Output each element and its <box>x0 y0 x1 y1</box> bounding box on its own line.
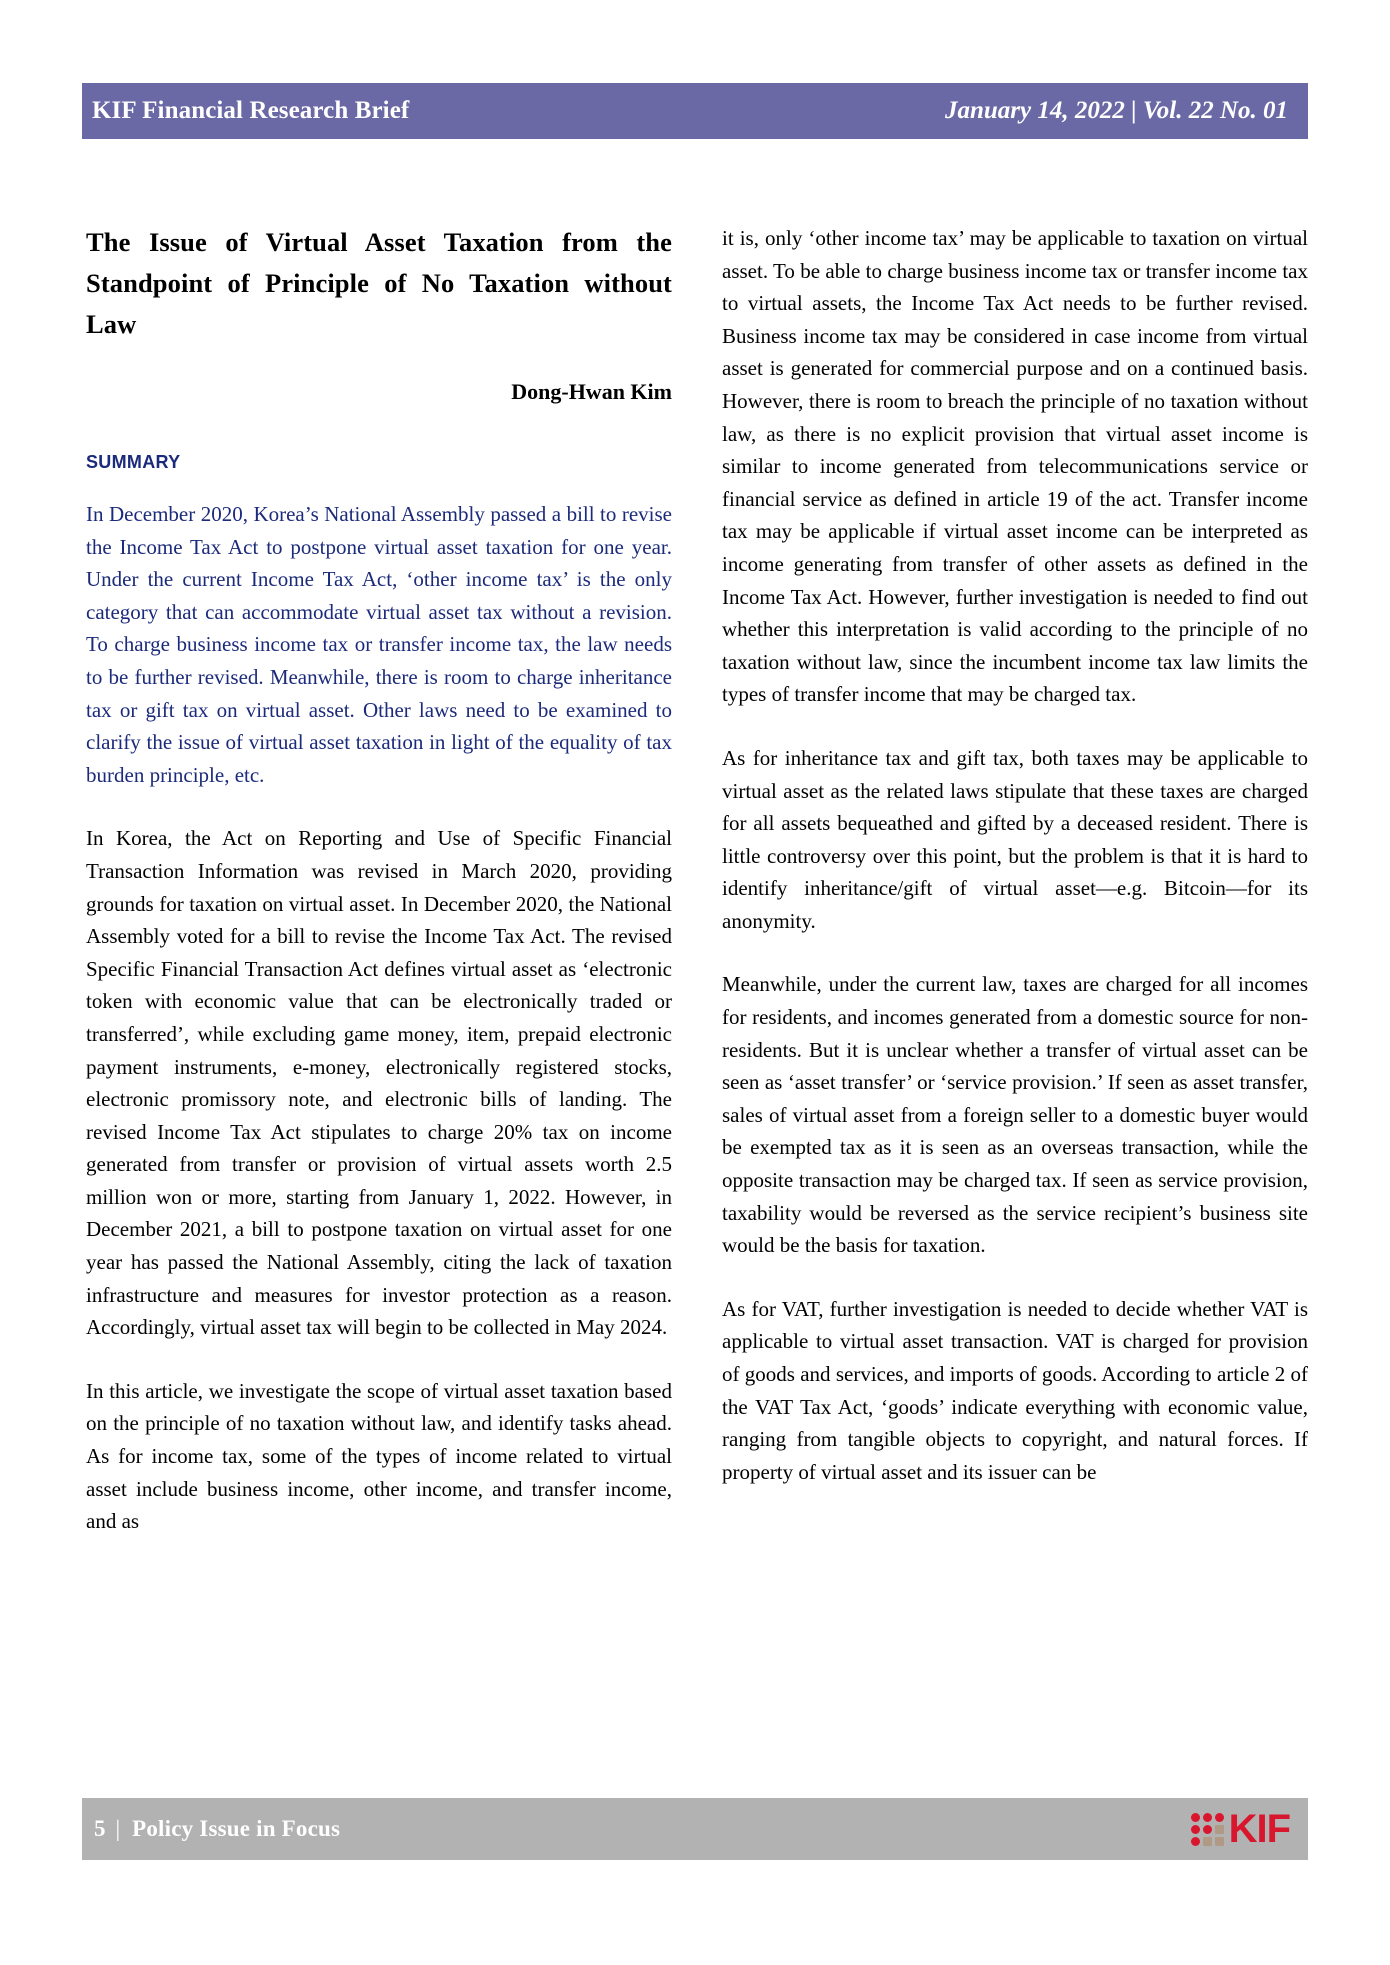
page-header <box>82 83 1308 139</box>
summary-heading: SUMMARY <box>86 452 181 472</box>
logo-dot <box>1203 1825 1212 1834</box>
right-column <box>722 222 1308 1538</box>
paragraph: Meanwhile, under the current law, taxes are charged for all incomes for residents, and incomes generated from a domestic source for non-residents. But it is unclear whether a transfer of virtual asset can be seen as ‘asset transfer’ or ‘service provision.’ If seen as asset transfer, sales of virtual asset from a foreign seller to a domestic buyer would be exempted tax as it is seen as an overseas transaction, while the opposite transaction may be charged tax. If seen as service provision, taxability would be reversed as the service recipient’s business site would be the basis for taxation. <box>722 972 1308 1258</box>
paragraph: As for inheritance tax and gift tax, both taxes may be applicable to virtual asset as the related laws stipulate that these taxes are charged for all assets bequeathed and gifted by a deceased resident. There is little controversy over this point, but the problem is that it is hard to identify inheritance/gift of virtual asset—e.g. Bitcoin—for its anonymity. <box>722 745 1308 933</box>
issue-date-volume: January 14, 2022 | Vol. 22 No. 01 <box>944 97 1288 124</box>
article-body <box>86 222 1308 1538</box>
logo-dot <box>1203 1813 1212 1822</box>
logo-mark <box>1215 1837 1224 1846</box>
page-footer <box>82 1798 1308 1860</box>
logo-dot <box>1191 1837 1200 1846</box>
summary-paragraph: In December 2020, Korea’s National Assembly passed a bill to revise the Income Tax Act to postpone virtual asset taxation for one year. Under the current Income Tax Act, ‘other income tax’ is the only category that can accommodate virtual asset tax without a revision. To charge business income tax or transfer income tax, the law needs to be further revised. Meanwhile, there is room to charge inheritance tax or gift tax on virtual asset. Other laws need to be examined to clarify the issue of virtual asset taxation in light of the equality of tax burden principle, etc. <box>86 502 672 787</box>
paragraph: As for VAT, further investigation is needed to decide whether VAT is applicable to virtual asset transaction. VAT is charged for provision of goods and services, and imports of goods. According to article 2 of the VAT Tax Act, ‘goods’ indicate everything with economic value, ranging from tangible objects to copyright, and natural forces. If property of virtual asset and its issuer can be <box>722 1296 1308 1484</box>
logo-mark <box>1203 1837 1212 1846</box>
article-author: Dong-Hwan Kim <box>511 379 672 404</box>
publication-brand: KIF Financial Research Brief <box>92 97 410 124</box>
page-number: 5 <box>94 1816 106 1841</box>
footer-separator: | <box>115 1816 121 1841</box>
footer-section-label: Policy Issue in Focus <box>132 1816 341 1841</box>
logo-dot <box>1191 1813 1200 1822</box>
paragraph: In this article, we investigate the scope of virtual asset taxation based on the principle of no taxation without law, and identify tasks ahead. As for income tax, some of the types of income related to virtual asset include business income, other income, and transfer income, and as <box>86 1378 672 1534</box>
kif-logo-text: KIF <box>1228 1807 1290 1851</box>
logo-dot <box>1215 1813 1224 1822</box>
paragraph: it is, only ‘other income tax’ may be applicable to taxation on virtual asset. To be able to charge business income tax or transfer income tax to virtual assets, the Income Tax Act needs to be further revised. Business income tax may be considered in case income from virtual asset is generated for commercial purpose and on a continued basis. However, there is room to breach the principle of no taxation without law, as there is no explicit provision that virtual asset income is similar to income generated from telecommunications service or financial service as defined in article 19 of the act. Transfer income tax may be applicable if virtual asset income can be interpreted as income generating from transfer of other assets as defined in the Income Tax Act. However, further investigation is needed to find out whether this interpretation is valid according to the principle of no taxation without law, since the incumbent income tax law limits the types of transfer income that may be charged tax. <box>722 226 1308 707</box>
left-column <box>86 222 672 1538</box>
logo-mark <box>1215 1825 1224 1834</box>
kif-logo <box>1191 1806 1290 1852</box>
article-title: The Issue of Virtual Asset Taxation from the Standpoint of Principle of No Taxation without Law <box>86 227 672 339</box>
footer-text-group <box>94 1816 340 1842</box>
kif-logo-dots-icon <box>1191 1813 1224 1846</box>
logo-dot <box>1191 1825 1200 1834</box>
paragraph: In Korea, the Act on Reporting and Use of Specific Financial Transaction Information was revised in March 2020, providing grounds for taxation on virtual asset. In December 2020, the National Assembly voted for a bill to revise the Income Tax Act. The revised Specific Financial Transaction Act defines virtual asset as ‘electronic token with economic value that can be electronically traded or transferred’, while excluding game money, item, prepaid electronic payment instruments, e-money, electronically registered stocks, electronic promissory note, and electronic bills of landing. The revised Income Tax Act stipulates to charge 20% tax on income generated from transfer or provision of virtual assets worth 2.5 million won or more, starting from January 1, 2022. However, in December 2021, a bill to postpone taxation on virtual asset for one year has passed the National Assembly, citing the lack of taxation infrastructure and measures for investor protection as a reason. Accordingly, virtual asset tax will begin to be collected in May 2024. <box>86 826 672 1340</box>
